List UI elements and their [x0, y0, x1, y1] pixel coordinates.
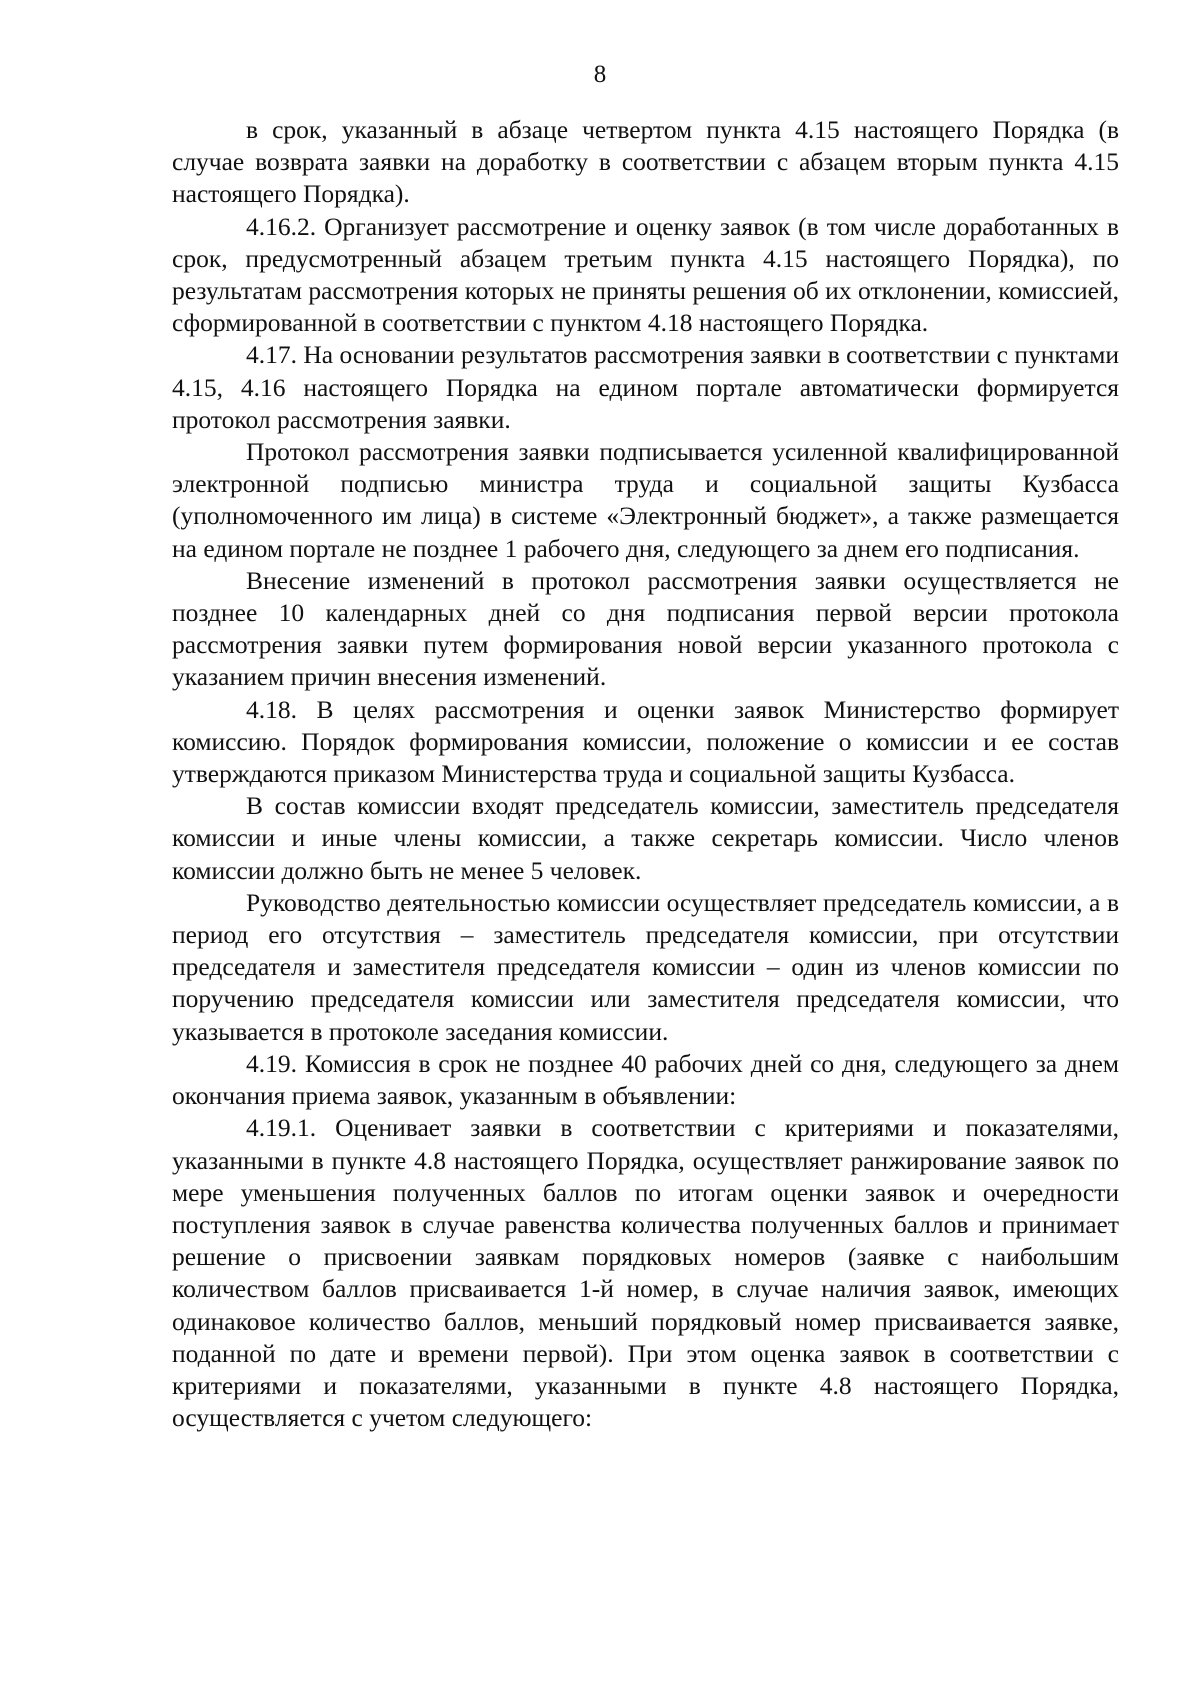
- paragraph: 4.16.2. Организует рассмотрение и оценку заявок (в том числе доработанных в срок, предусмотренный абзацем третьим пункта 4.15 настоящего Порядка), по результатам рассмотрения которых не приняты решения об их отклонении, комиссией, сформированной в соответствии с пунктом 4.18 настоящего Порядка.: [172, 211, 1119, 338]
- paragraph: Руководство деятельностью комиссии осуществляет председатель комиссии, а в период его отсутствия – заместитель председателя комиссии, при отсутствии председателя и заместителя председателя комиссии – один из членов комиссии по поручению председателя комиссии или заместителя председателя комиссии, что указывается в протоколе заседания комиссии.: [172, 887, 1119, 1046]
- paragraph: 4.18. В целях рассмотрения и оценки заявок Министерство формирует комиссию. Порядок формирования комиссии, положение о комиссии и ее состав утверждаются приказом Министерства труда и социальной защиты Кузбасса.: [172, 694, 1119, 789]
- paragraph: 4.17. На основании результатов рассмотрения заявки в соответствии с пунктами 4.15, 4.16 настоящего Порядка на едином портале автоматически формируется протокол рассмотрения заявки.: [172, 340, 1119, 434]
- paragraph: в срок, указанный в абзаце четвертом пункта 4.15 настоящего Порядка (в случае возврата заявки на доработку в соответствии с абзацем вторым пункта 4.15 настоящего Порядка).: [172, 115, 1119, 209]
- document-body: [172, 114, 1119, 1434]
- paragraph: Протокол рассмотрения заявки подписывается усиленной квалифицированной электронной подписью министра труда и социальной защиты Кузбасса (уполномоченного им лица) в системе «Электронный бюджет», а также размещается на едином портале не позднее 1 рабочего дня, следующего за днем его подписания.: [172, 437, 1119, 563]
- page-number: 8: [593, 61, 607, 88]
- paragraph: В состав комиссии входят председатель комиссии, заместитель председателя комиссии и иные члены комиссии, а также секретарь комиссии. Число членов комиссии должно быть не менее 5 человек.: [172, 791, 1119, 885]
- paragraph: 4.19. Комиссия в срок не позднее 40 рабочих дней со дня, следующего за днем окончания приема заявок, указанным в объявлении:: [172, 1048, 1119, 1111]
- paragraph: Внесение изменений в протокол рассмотрения заявки осуществляется не позднее 10 календарных дней со дня подписания первой версии протокола рассмотрения заявки путем формирования новой версии указанного протокола с указанием причин внесения изменений.: [172, 565, 1119, 692]
- paragraph: 4.19.1. Оценивает заявки в соответствии с критериями и показателями, указанными в пункте 4.8 настоящего Порядка, осуществляет ранжирование заявок по мере уменьшения полученных баллов по итогам оценки заявок и очередности поступления заявок в случае равенства количества полученных баллов и принимает решение о присвоении заявкам порядковых номеров (заявке с наибольшим количеством баллов присваивается 1-й номер, в случае наличия заявок, имеющих одинаковое количество баллов, меньший порядковый номер присваивается заявке, поданной по дате и времени первой). При этом оценка заявок в соответствии с критериями и показателями, указанными в пункте 4.8 настоящего Порядка, осуществляется с учетом следующего:: [172, 1113, 1119, 1433]
